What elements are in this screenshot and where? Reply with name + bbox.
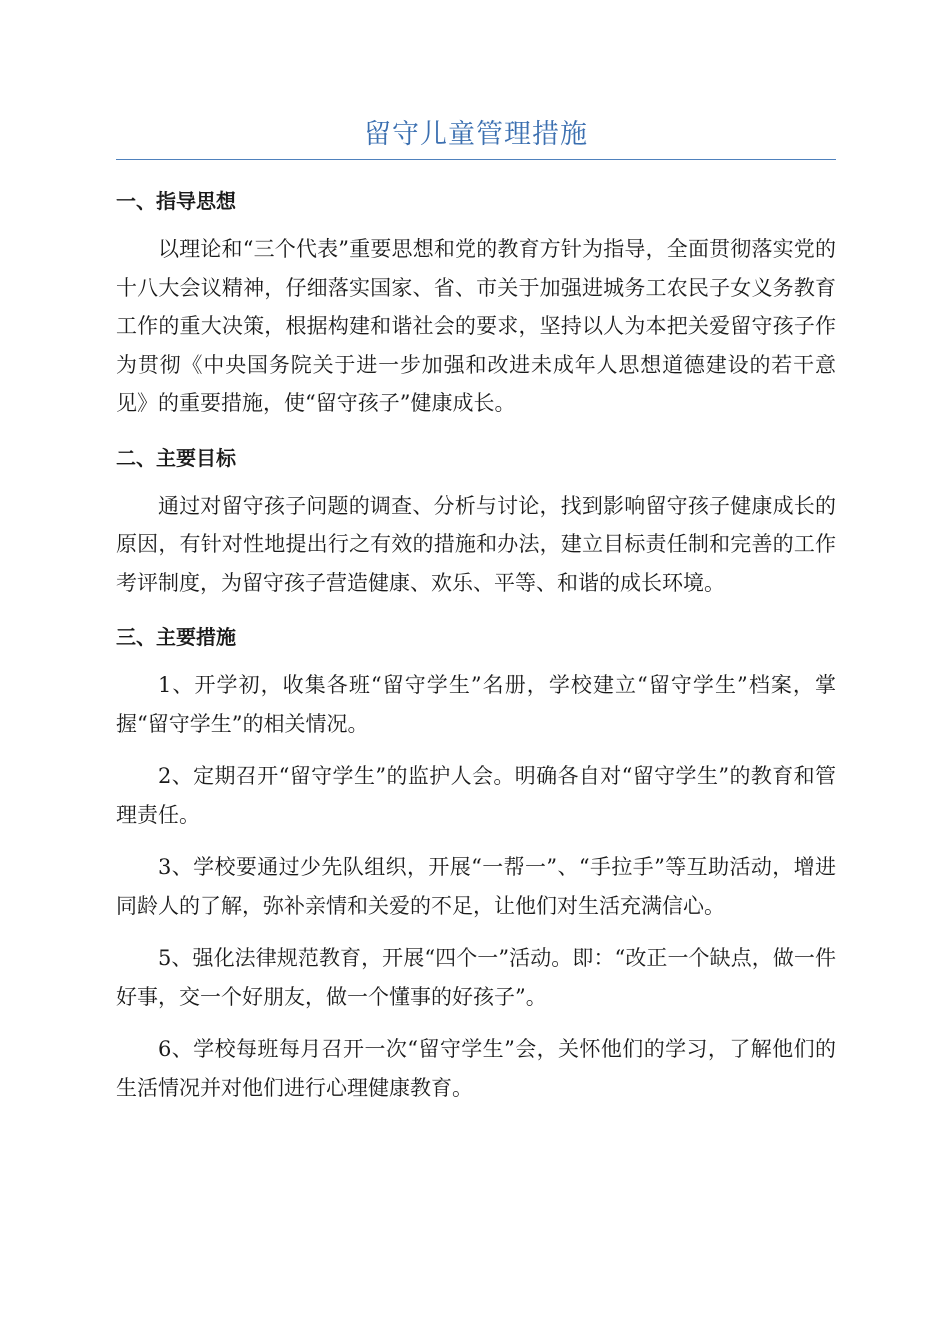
section-guiding-thought [116,182,836,423]
section-heading: 一、指导思想 [116,189,236,213]
section-heading: 二、主要目标 [116,445,236,470]
paragraph: 6、学校每班每月召开一次“留守学生”会，关怀他们的学习，了解他们的生活情况并对他们进行心理健康教育。 [116,1037,836,1100]
paragraph: 3、学校要通过少先队组织，开展“一帮一”、“手拉手”等互助活动，增进同龄人的了解，弥补亲情和关爱的不足，让他们对生活充满信心。 [116,855,836,918]
page-title: 留守儿童管理措施 [116,112,836,160]
paragraph: 以理论和“三个代表”重要思想和党的教育方针为指导，全面贯彻落实党的十八大会议精神，仔细落实国家、省、市关于加强进城务工农民子女义务教育工作的重大决策，根据构建和谐社会的要求，坚持以人为本把关爱留守孩子作为贯彻《中央国务院关于进一步加强和改进未成年人思想道德建设的若干意见》的重要措施，使“留守孩子”健康成长。 [116,237,836,415]
paragraph: 通过对留守孩子问题的调查、分析与讨论，找到影响留守孩子健康成长的原因，有针对性地提出行之有效的措施和办法，建立目标责任制和完善的工作考评制度，为留守孩子营造健康、欢乐、平等、和谐的成长环境。 [116,493,836,595]
section-main-measures [116,618,836,1107]
paragraph: 2、定期召开“留守学生”的监护人会。明确各自对“留守学生”的教育和管理责任。 [116,764,836,827]
paragraph: 1、开学初，收集各班“留守学生”名册，学校建立“留守学生”档案，掌握“留守学生”的相关情况。 [116,673,836,736]
section-heading: 三、主要措施 [116,625,236,649]
section-main-goals [116,439,836,603]
paragraph: 5、强化法律规范教育，开展“四个一”活动。即：“改正一个缺点，做一件好事，交一个好朋友，做一个懂事的好孩子”。 [116,946,836,1009]
document-page [116,112,836,1121]
